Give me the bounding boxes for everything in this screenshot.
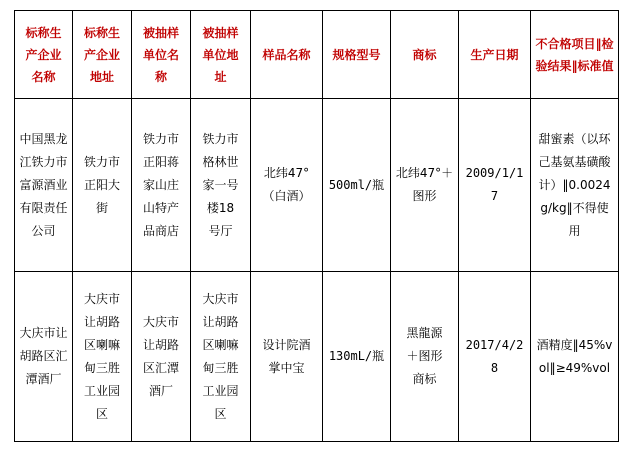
cell-sampled-unit-address: 大庆市让胡路区喇嘛甸三胜工业园区 bbox=[191, 272, 251, 442]
cell-nonconforming: 酒精度‖45%vol‖≥49%vol bbox=[531, 272, 619, 442]
cell-sample-name: 北纬47°（白酒） bbox=[251, 99, 323, 272]
table-row bbox=[15, 99, 619, 272]
cell-sampled-unit-address: 铁力市格林世家一号楼18号厅 bbox=[191, 99, 251, 272]
header-spec: 规格型号 bbox=[323, 11, 391, 99]
cell-sampled-unit: 大庆市让胡路区汇潭酒厂 bbox=[132, 272, 191, 442]
cell-spec: 130mL/瓶 bbox=[323, 272, 391, 442]
cell-sampled-unit: 铁力市正阳蒋家山庄山特产品商店 bbox=[132, 99, 191, 272]
cell-production-date: 2017/4/28 bbox=[459, 272, 531, 442]
cell-sample-name: 设计院酒掌中宝 bbox=[251, 272, 323, 442]
cell-manufacturer: 中国黑龙江铁力市富源酒业有限责任公司 bbox=[15, 99, 73, 272]
cell-spec: 500ml/瓶 bbox=[323, 99, 391, 272]
header-sampled-unit-address: 被抽样单位地址 bbox=[191, 11, 251, 99]
header-row bbox=[15, 11, 619, 99]
cell-nonconforming: 甜蜜素（以环己基氨基磺酸计）‖0.0024g/kg‖不得使用 bbox=[531, 99, 619, 272]
header-manufacturer-address: 标称生产企业地址 bbox=[73, 11, 132, 99]
header-sample-name: 样品名称 bbox=[251, 11, 323, 99]
header-trademark: 商标 bbox=[391, 11, 459, 99]
cell-trademark: 黑龍源＋图形商标 bbox=[391, 272, 459, 442]
header-nonconforming: 不合格项目‖检验结果‖标准值 bbox=[531, 11, 619, 99]
cell-production-date: 2009/1/17 bbox=[459, 99, 531, 272]
header-sampled-unit: 被抽样单位名称 bbox=[132, 11, 191, 99]
header-manufacturer: 标称生产企业名称 bbox=[15, 11, 73, 99]
inspection-results-table bbox=[14, 10, 619, 442]
cell-manufacturer: 大庆市让胡路区汇潭酒厂 bbox=[15, 272, 73, 442]
cell-trademark: 北纬47°＋图形 bbox=[391, 99, 459, 272]
cell-manufacturer-address: 大庆市让胡路区喇嘛甸三胜工业园区 bbox=[73, 272, 132, 442]
table-row bbox=[15, 272, 619, 442]
cell-manufacturer-address: 铁力市正阳大街 bbox=[73, 99, 132, 272]
header-production-date: 生产日期 bbox=[459, 11, 531, 99]
